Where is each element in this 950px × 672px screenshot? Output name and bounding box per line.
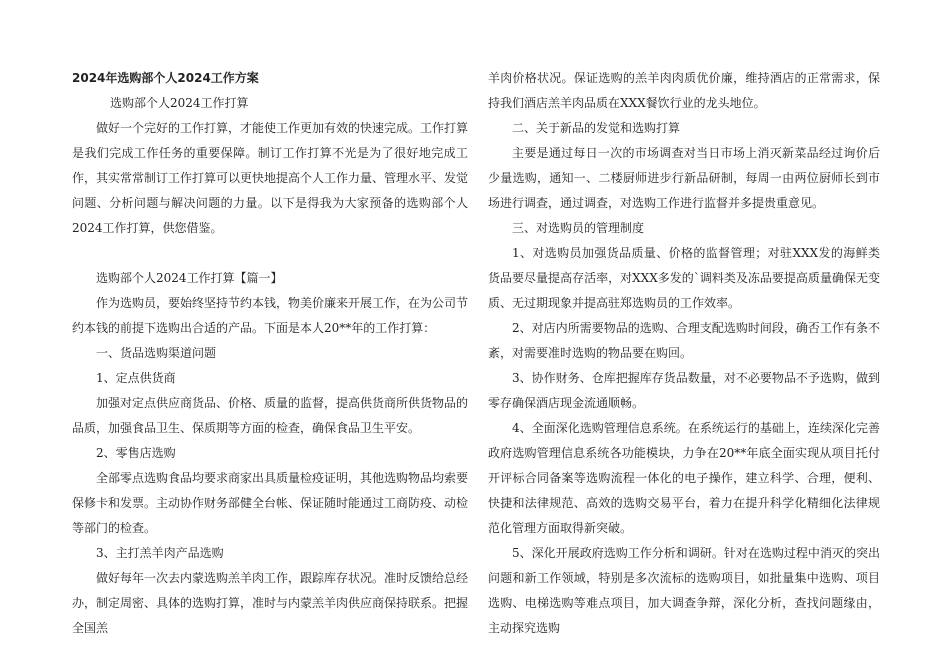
paragraph: 4、全面深化选购管理信息系统。在系统运行的基础上，连续深化完善政府选购管理信息系统各功能模块，力争在20**年底全面实现从项目托付开评标合同备案等选购流程一体化的电子操作，建立科学、合理，便利、快捷和法律规范、高效的选购交易平台，着力在提升科学化精细化法律规范化管理方面取得新突破。 <box>488 421 880 535</box>
paragraph: 做好每年一次去内蒙选购羔羊肉工作，跟踪库存状况。准时反馈给总经办，制定周密、具体的选购打算，准时与内蒙羔羊肉供应商保持联系。把握全国羔 <box>72 571 469 635</box>
paragraph: 3、协作财务、仓库把握库存货品数量，对不必要物品不予选购，做到零存确保酒店现金流通顺畅。 <box>488 371 880 410</box>
paragraph: 作为选购员，要始终坚持节约本钱，物美价廉来开展工作，在为公司节约本钱的前提下选购出合适的产品。下面是本人20**年的工作打算： <box>72 296 469 335</box>
heading-1: 一、货品选购渠道问题 <box>96 346 217 360</box>
intro-paragraph: 做好一个完好的工作打算，才能使工作更加有效的快速完成。工作打算是我们完成工作任务的重要保障。制订工作打算不光是为了很好地完成工作，其实常常制订工作打算可以更快地提高个人工作力量、管理水平、发觉问题、分析问题与解决问题的力量。以下是得我为大家预备的选购部个人2024工作打算，供您借鉴。 <box>72 121 469 235</box>
left-column <box>72 66 468 641</box>
spacer <box>72 241 468 266</box>
paragraph: 1、对选购员加强货品质量、价格的监督管理；对驻XXX发的海鲜类货品要尽量提高存活率，对XXX多发的`调料类及冻品要提高质量确保无变质、无过期现象并提高驻郑选购员的工作效率。 <box>488 246 880 310</box>
right-column <box>488 66 880 641</box>
paragraph: 5、深化开展政府选购工作分析和调研。针对在选购过程中消灭的突出问题和新工作领域，特别是多次流标的选购项目，如批量集中选购、项目选购、电梯选购等难点项目，加大调查争辩，深化分析，查找问题缘由，主动探究选购 <box>488 546 880 635</box>
paragraph: 2、对店内所需要物品的选购、合理支配选购时间段，确否工作有条不紊，对需要准时选购的物品要在购回。 <box>488 321 880 360</box>
heading-1-1: 1、定点供货商 <box>96 371 176 385</box>
paragraph: 加强对定点供应商货品、价格、质量的监督，提高供货商所供货物品的品质，加强食品卫生、保质期等方面的检查，确保食品卫生平安。 <box>72 396 469 435</box>
paragraph: 主要是通过每日一次的市场调查对当日市场上消灭新菜品经过询价后少量选购，通知一、二楼厨师进步行新品研制，每周一由两位厨师长到市场进行调查，通过调查，对选购工作进行监督并多提贵重意见。 <box>488 146 880 210</box>
section-title: 选购部个人2024工作打算【篇一】 <box>96 271 283 285</box>
heading-3: 三、对选购员的管理制度 <box>512 221 645 235</box>
document-subtitle: 选购部个人2024工作打算 <box>110 96 249 110</box>
heading-1-3: 3、主打羔羊肉产品选购 <box>96 546 224 560</box>
heading-1-2: 2、零售店选购 <box>96 446 176 460</box>
paragraph: 羊肉价格状况。保证选购的羔羊肉肉质优价廉，维持酒店的正常需求，保持我们酒店羔羊肉品质在XXX餐饮行业的龙头地位。 <box>488 71 880 110</box>
document-title: 2024年选购部个人2024工作方案 <box>72 71 259 85</box>
heading-2: 二、关于新品的发觉和选购打算 <box>512 121 681 135</box>
paragraph: 全部零点选购食品均要求商家出具质量检疫证明，其他选购物品均索要保修卡和发票。主动协作财务部健全台帐、保证随时能通过工商防疫、动检等部门的检查。 <box>72 471 469 535</box>
